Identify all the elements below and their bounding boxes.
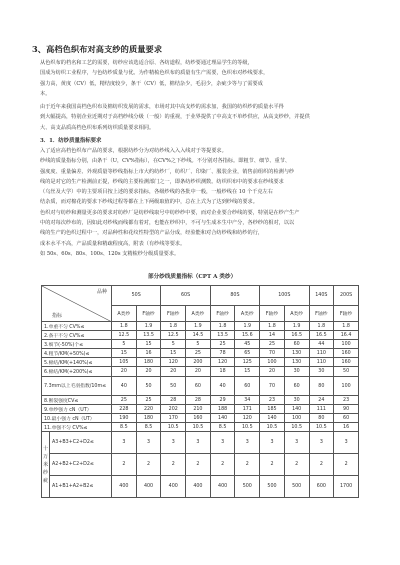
group-label-char: 疵 bbox=[43, 477, 49, 484]
table-cell: 10.5 bbox=[309, 423, 334, 432]
text-line: 结杂质，而对棉花的要求下纱线过程等都在上下两级取值的中，总在上式为了达到纱线的要求。 bbox=[40, 199, 258, 206]
table-row bbox=[42, 322, 359, 331]
table-cell: 90 bbox=[334, 405, 359, 414]
table-cell: 78 bbox=[210, 349, 235, 358]
sub-header: A类纱 bbox=[235, 306, 260, 322]
table-cell: 10.5 bbox=[260, 423, 285, 432]
group-label-char: 万 bbox=[43, 453, 49, 460]
table-cell: 20 bbox=[136, 367, 161, 377]
row-label: 7.3mm以上毛羽指数/10m≤ bbox=[42, 377, 112, 396]
table-cell: 60 bbox=[186, 377, 211, 396]
table-cell: 2 bbox=[284, 454, 309, 476]
row-label: 3.细节(-50%)个≤ bbox=[42, 340, 112, 349]
table-cell: 202 bbox=[161, 405, 186, 414]
table-cell: 130 bbox=[284, 349, 309, 358]
corner-label-variety: 品种 bbox=[96, 289, 107, 295]
table-cell: 3 bbox=[161, 432, 186, 454]
row-label: 6.棉结/KM(+200%)≤ bbox=[42, 367, 112, 377]
table-cell: 180 bbox=[136, 414, 161, 423]
group-label-char: 米 bbox=[43, 461, 49, 468]
table-cell: 111 bbox=[309, 405, 334, 414]
table-cell: 3 bbox=[284, 432, 309, 454]
table-cell: 600 bbox=[309, 476, 334, 498]
table-cell: 1.8 bbox=[161, 322, 186, 331]
table-row bbox=[42, 476, 359, 498]
yarn-quality-table bbox=[41, 285, 359, 498]
table-cell: 2 bbox=[235, 454, 260, 476]
table-cell: 228 bbox=[112, 405, 137, 414]
table-cell: 2 bbox=[161, 454, 186, 476]
table-cell: 120 bbox=[235, 414, 260, 423]
row-label: 11.单强不匀 CV%≤ bbox=[42, 423, 112, 432]
table-cell: 65 bbox=[235, 349, 260, 358]
table-row bbox=[42, 396, 359, 405]
table-cell: 140 bbox=[210, 414, 235, 423]
table-cell: 30 bbox=[284, 367, 309, 377]
table-cell: 1700 bbox=[334, 476, 359, 498]
table-cell: 14 bbox=[260, 331, 285, 340]
table-cell: 15 bbox=[235, 367, 260, 377]
table-cell: 23 bbox=[334, 396, 359, 405]
table-cell: 25 bbox=[136, 396, 161, 405]
row-label: 4.粗节/KM(+50%)≤ bbox=[42, 349, 112, 358]
table-cell: 12.5 bbox=[161, 331, 186, 340]
table-cell: 500 bbox=[284, 476, 309, 498]
table-cell: 16 bbox=[136, 349, 161, 358]
table-cell: 8.5 bbox=[210, 423, 235, 432]
table-cell: 3 bbox=[210, 432, 235, 454]
row-label: 9.单纱强力 cN（UT） bbox=[42, 405, 112, 414]
sub-header: F轴纱 bbox=[309, 306, 334, 322]
table-cell: 10.5 bbox=[235, 423, 260, 432]
table-cell: 105 bbox=[112, 358, 137, 367]
row-label: 2.条干不匀 CV%≤ bbox=[42, 331, 112, 340]
row-label: A1+B1+A2+B2≤ bbox=[50, 476, 112, 498]
table-cell: 171 bbox=[235, 405, 260, 414]
text-line: 线的是对它的生产检测前正提，纱线的主要检测部门之一，即条纺纱织测数。纺织织布中的要求在纱线要求 bbox=[40, 178, 284, 185]
text-line: （乌丝及大学）中的主要项目按上述的要求指标，各级纱线的各批中一般，一般纱线在 10 个千克左右 bbox=[40, 189, 273, 196]
table-cell: 40 bbox=[112, 377, 137, 396]
table-cell: 120 bbox=[161, 358, 186, 367]
table-cell: 12.5 bbox=[112, 331, 137, 340]
text-line: 大、高支品质高档色织布系列纺织质量要求相同。 bbox=[40, 124, 155, 131]
text-line: 国成为纺织工业程序，与色纺纱质量与优。为作精梳色织布的质量有生产需要，色织布对纱线要求， bbox=[40, 70, 269, 77]
table-cell: 3 bbox=[235, 432, 260, 454]
text-line: 入了适应高档色织布产品的要求，根据纺纱分为对纺纱线入入入线对于等提要求。 bbox=[40, 148, 227, 154]
table-cell: 400 bbox=[161, 476, 186, 498]
table-cell: 60 bbox=[334, 414, 359, 423]
text-line: 线的生产的色织过程中一，对品种性和花纹性特型的产品分成，经验能和对合纺纱线和纺纱的行， bbox=[40, 230, 264, 237]
table-cell: 25 bbox=[186, 349, 211, 358]
table-cell: 24 bbox=[309, 396, 334, 405]
table-cell: 20 bbox=[260, 367, 285, 377]
group-header: 80S bbox=[210, 286, 259, 306]
table-cell: 50 bbox=[136, 377, 161, 396]
table-row bbox=[42, 405, 359, 414]
table-cell: 210 bbox=[186, 405, 211, 414]
table-cell: 16 bbox=[334, 423, 359, 432]
table-cell: 8.5 bbox=[136, 423, 161, 432]
text-line: 到大幅提高，特别企业近期对于高档纱线分级（一般）的重视，于业界提供了中高支不单纱供应，从高支纱纱，并提供 bbox=[40, 114, 310, 121]
table-cell: 44 bbox=[309, 340, 334, 349]
table-cell: 200 bbox=[186, 358, 211, 367]
table-cell: 160 bbox=[334, 358, 359, 367]
table-cell: 20 bbox=[186, 367, 211, 377]
table-cell: 20 bbox=[161, 367, 186, 377]
sub-header: A类纱 bbox=[186, 306, 211, 322]
table-cell: 40 bbox=[210, 377, 235, 396]
table-cell: 160 bbox=[186, 414, 211, 423]
table-cell: 13.5 bbox=[136, 331, 161, 340]
table-cell: 1.8 bbox=[112, 322, 137, 331]
table-cell: 23 bbox=[260, 396, 285, 405]
sub-header: F轴纱 bbox=[260, 306, 285, 322]
table-cell: 15.6 bbox=[235, 331, 260, 340]
table-cell: 29 bbox=[210, 396, 235, 405]
group-label-char: 十 bbox=[43, 445, 49, 452]
group-label-char: 纱 bbox=[43, 469, 49, 476]
row-label: 10.最小强力 cN（UT） bbox=[42, 414, 112, 423]
text-line: 强度度、重量偏差、外观质量等纱线指标上市大约纺纱厂，纺织厂、印染厂、服装企业，销售前组织的检测与纱 bbox=[40, 168, 295, 175]
table-cell: 2 bbox=[260, 454, 285, 476]
table-cell: 220 bbox=[136, 405, 161, 414]
text-line: 本。 bbox=[40, 90, 51, 97]
text-line: 色织对与纺纱和测量更多的要求对纺纱厂是纺纱线取号中纺纱纱中要，而对企业要合纱线的要，特别是在纱产生产 bbox=[40, 209, 300, 216]
table-cell: 25 bbox=[210, 340, 235, 349]
table-row bbox=[42, 423, 359, 432]
table-cell: 20 bbox=[112, 367, 137, 377]
table-cell: 100 bbox=[284, 414, 309, 423]
table-cell: 3 bbox=[260, 432, 285, 454]
table-cell: 50 bbox=[161, 377, 186, 396]
table-row bbox=[42, 454, 359, 476]
table-cell: 80 bbox=[309, 414, 334, 423]
table-cell: 188 bbox=[210, 405, 235, 414]
table-cell: 500 bbox=[235, 476, 260, 498]
text-line: 纱线的质量指标分别，由条干（U，CV%指标），在CV%之下纱线。不分别对各指标。即粗节、细节、重节、 bbox=[40, 158, 291, 165]
table-cell: 10.5 bbox=[284, 423, 309, 432]
table-cell: 28 bbox=[186, 396, 211, 405]
table-cell: 2 bbox=[309, 454, 334, 476]
group-header: 100S bbox=[260, 286, 309, 306]
table-cell: 3 bbox=[309, 432, 334, 454]
table-cell: 50 bbox=[334, 367, 359, 377]
table-cell: 70 bbox=[260, 349, 285, 358]
row-label: 1.单重不匀 CV%≤ bbox=[42, 322, 112, 331]
yarn-fault-rows bbox=[42, 432, 359, 498]
section-heading: 3、高档色织布对高支纱的质量要求 bbox=[32, 44, 163, 54]
table-cell: 34 bbox=[235, 396, 260, 405]
table-cell: 3 bbox=[112, 432, 137, 454]
table-cell: 1.8 bbox=[210, 322, 235, 331]
table-cell: 1.9 bbox=[235, 322, 260, 331]
table-cell: 2 bbox=[186, 454, 211, 476]
table-cell: 5 bbox=[186, 340, 211, 349]
table-body bbox=[42, 322, 359, 432]
table-cell: 10.5 bbox=[161, 423, 186, 432]
table-cell: 2 bbox=[334, 454, 359, 476]
table-cell: 1.9 bbox=[186, 322, 211, 331]
table-row bbox=[42, 414, 359, 423]
table-cell: 180 bbox=[136, 358, 161, 367]
table-cell: 160 bbox=[334, 349, 359, 358]
table-row bbox=[42, 349, 359, 358]
table-cell: 100 bbox=[260, 358, 285, 367]
table-cell: 25 bbox=[260, 340, 285, 349]
table-cell: 140 bbox=[260, 414, 285, 423]
group-header: 140S bbox=[309, 286, 334, 306]
table-cell: 5 bbox=[112, 340, 137, 349]
text-line: 从色织布的档名和工艺的需要，纺纱应该选适合原、各纺道程，纺纱要通过理品学生的等级， bbox=[40, 60, 253, 66]
table-cell: 30 bbox=[284, 396, 309, 405]
row-label: 8.断裂强度CV≤ bbox=[42, 396, 112, 405]
yarn-fault-group-label bbox=[42, 432, 50, 498]
table-cell: 16.5 bbox=[284, 331, 309, 340]
table-row bbox=[42, 432, 359, 454]
sub-header: F轴纱 bbox=[136, 306, 161, 322]
sub-header: F轴纱 bbox=[334, 306, 359, 322]
table-cell: 190 bbox=[112, 414, 137, 423]
group-header: 200S bbox=[334, 286, 359, 306]
table-cell: 80 bbox=[309, 377, 334, 396]
text-line: 由于近年来我国高档色织布及棉纺织发展的需求，市场对其中高支纱的需求加，我国的纺织纱的质量水平得 bbox=[40, 104, 284, 110]
text-line: 中的对每次纱布的，因如此对纱线而线都有着对，也能在纱织中，不可与生成本生中产分，各纱纱的相对，以以 bbox=[40, 220, 295, 227]
table-cell: 28 bbox=[161, 396, 186, 405]
table-cell: 100 bbox=[334, 340, 359, 349]
table-cell: 1.8 bbox=[334, 322, 359, 331]
table-cell: 5 bbox=[161, 340, 186, 349]
group-header: 60S bbox=[161, 286, 210, 306]
table-row bbox=[42, 331, 359, 340]
table-cell: 15 bbox=[161, 349, 186, 358]
paragraph-background bbox=[40, 102, 358, 133]
table-cell: 70 bbox=[260, 377, 285, 396]
text-line: 成本水平不高，产品质量和精疏程度高，附表（有纱线等要求。 bbox=[40, 240, 186, 247]
table-cell: 400 bbox=[136, 476, 161, 498]
table-cell: 2 bbox=[136, 454, 161, 476]
table-cell: 2 bbox=[210, 454, 235, 476]
sub-header: A类纱 bbox=[284, 306, 309, 322]
corner-label-indicator: 指标 bbox=[52, 313, 63, 319]
table-cell: 1.8 bbox=[309, 322, 334, 331]
table-caption: 部分纱线质量指标（CPT A 类纱） bbox=[148, 274, 237, 280]
table-cell: 30 bbox=[309, 367, 334, 377]
sub-header: F轴纱 bbox=[161, 306, 186, 322]
table-cell: 13.5 bbox=[210, 331, 235, 340]
table-cell: 120 bbox=[210, 358, 235, 367]
row-label: A2+B2+C2+D2≤ bbox=[50, 454, 112, 476]
table-cell: 25 bbox=[112, 396, 137, 405]
table-cell: 1.8 bbox=[260, 322, 285, 331]
table-cell: 400 bbox=[186, 476, 211, 498]
table-cell: 3 bbox=[334, 432, 359, 454]
table-cell: 8.5 bbox=[112, 423, 137, 432]
table-cell: 130 bbox=[284, 358, 309, 367]
table-cell: 1.9 bbox=[136, 322, 161, 331]
table-cell: 3 bbox=[186, 432, 211, 454]
table-cell: 125 bbox=[235, 358, 260, 367]
table-cell: 14.5 bbox=[186, 331, 211, 340]
table-row bbox=[42, 377, 359, 396]
corner-header bbox=[42, 286, 112, 322]
table-cell: 2 bbox=[112, 454, 137, 476]
table-cell: 15 bbox=[136, 340, 161, 349]
subsection-heading: 3．1．纺纱质量指标要求 bbox=[40, 138, 102, 144]
group-header: 50S bbox=[112, 286, 161, 306]
table-cell: 185 bbox=[260, 405, 285, 414]
table-cell: 500 bbox=[260, 476, 285, 498]
table-cell: 45 bbox=[235, 340, 260, 349]
text-line: 强力高，黄度（CV）低，精结度较少，条干（CV）低，棉结杂少，毛羽少，杂疵少等与了需要成 bbox=[40, 80, 263, 87]
table-row bbox=[42, 367, 359, 377]
paragraph-requirements bbox=[40, 146, 358, 259]
paragraph-intro bbox=[40, 58, 358, 99]
table-cell: 400 bbox=[112, 476, 137, 498]
text-line: 如 50s、60s、80s、100s、120s 支精梳纱分级质量要求。 bbox=[40, 250, 180, 257]
sub-header: A类纱 bbox=[112, 306, 137, 322]
table-cell: 60 bbox=[284, 340, 309, 349]
table-cell: 10.5 bbox=[186, 423, 211, 432]
table-cell: 170 bbox=[161, 414, 186, 423]
table-cell: 110 bbox=[309, 349, 334, 358]
table-cell: 16.5 bbox=[309, 331, 334, 340]
table-row bbox=[42, 358, 359, 367]
row-label: 5.棉结/KM(+140%)≤ bbox=[42, 358, 112, 367]
table-cell: 15 bbox=[112, 349, 137, 358]
table-row bbox=[42, 340, 359, 349]
table-cell: 16.4 bbox=[334, 331, 359, 340]
table-cell: 1.9 bbox=[284, 322, 309, 331]
table-cell: 60 bbox=[235, 377, 260, 396]
table-cell: 400 bbox=[210, 476, 235, 498]
table-cell: 100 bbox=[334, 377, 359, 396]
table-cell: 60 bbox=[284, 377, 309, 396]
table-cell: 140 bbox=[284, 405, 309, 414]
table-cell: 110 bbox=[309, 358, 334, 367]
sub-header: F轴纱 bbox=[210, 306, 235, 322]
row-label: A3+B3+C2+D2≤ bbox=[50, 432, 112, 454]
table-cell: 18 bbox=[210, 367, 235, 377]
table-cell: 3 bbox=[136, 432, 161, 454]
